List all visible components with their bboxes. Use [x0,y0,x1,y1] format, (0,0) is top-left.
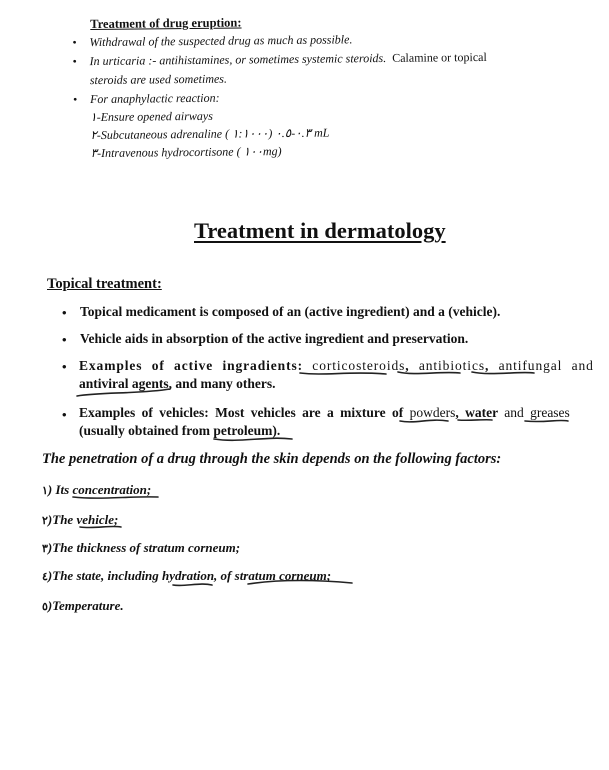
factor-3: ٣)The thickness of stratum corneum; [42,540,241,555]
underline-concentration [73,497,158,498]
bullet-icon: • [62,407,67,422]
underline-corticosteroids [300,373,386,374]
factor-2: ٢)The vehicle; [42,512,119,527]
factor-5: ٥)Temperature. [42,598,124,613]
factor-4: ٤)The state, including hydration, of stratum corneum; [42,568,332,583]
anaphylaxis-step-1: ١-Ensure opened airways [90,108,213,125]
topical-item-3-line-1: Examples of active ingradients: corticosteroids, antibiotics, antifungal and [79,358,594,373]
anaphylaxis-step-3: ٣-Intravenous hydrocortisone ( ١٠٠mg) [90,144,282,161]
underline-vehicle [80,526,121,527]
topical-item-3-line-2: antiviral agents, and many others. [79,376,276,391]
drug-eruption-item-2-line-2: steroids are used sometimes. [89,71,228,88]
page-title: Treatment in dermatology [194,218,446,243]
underline-powders [400,420,448,422]
topical-item-1: Topical medicament is composed of an (active ingredient) and a (vehicle). [80,304,501,319]
bullet-icon: • [72,92,78,107]
drug-eruption-item-2-line-1: In urticaria :- antihistamines, or sometimes systemic steroids. Calamine or topical [89,49,487,69]
bullet-icon: • [62,305,67,320]
underline-antibiotics [398,372,460,374]
bullet-icon: • [72,35,77,50]
drug-eruption-item-1: Withdrawal of the suspected drug as much as possible. [89,32,353,50]
bullet-icon: • [72,54,77,69]
anaphylaxis-step-2: ٢-Subcutaneous adrenaline ( ١:١٠٠٠) ٠.٣-٠.٥ mL [90,125,330,143]
bullet-icon: • [62,359,67,374]
penetration-intro: The penetration of a drug through the skin depends on the following factors: [42,451,502,467]
underline-antiviral-agents [77,389,170,396]
anaphylaxis-heading: For anaphylactic reaction: [89,90,220,107]
topical-item-4-line-2: (usually obtained from petroleum). [79,423,281,438]
underline-greases [525,420,568,421]
underline-hydration [173,584,212,585]
underline-water [458,420,492,421]
underline-petroleum [214,438,292,440]
underline-stratum-corneum [248,581,352,585]
topical-treatment-heading: Topical treatment: [47,276,162,292]
factor-1: ١) Its concentration; [42,482,152,497]
topical-item-2: Vehicle aids in absorption of the active ingredient and preservation. [80,331,469,346]
bullet-icon: • [62,332,67,347]
drug-eruption-heading: Treatment of drug eruption: [90,15,242,32]
topical-item-4-line-1: Examples of vehicles: Most vehicles are a mixture of powders, water and greases [79,405,570,420]
underline-antifungal [472,372,534,374]
